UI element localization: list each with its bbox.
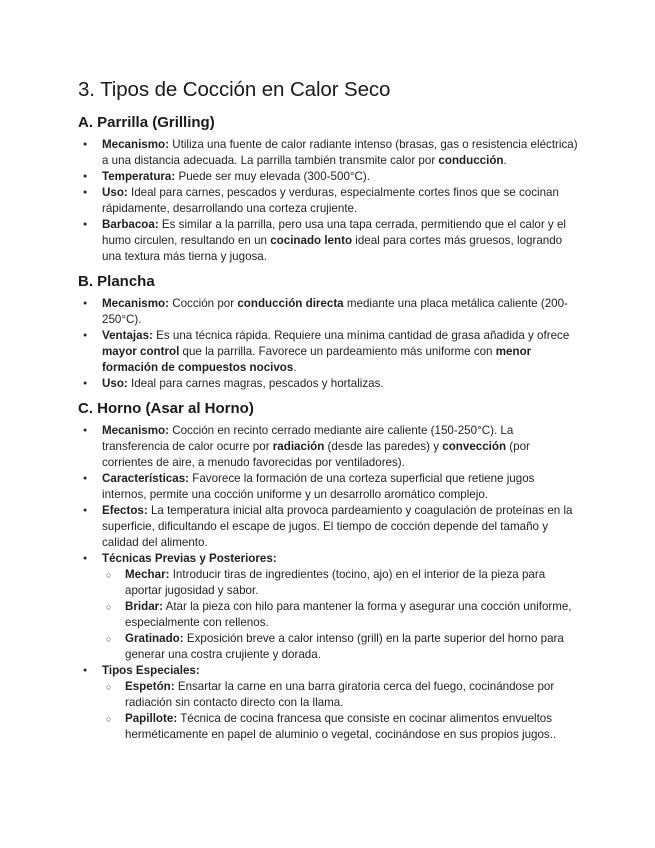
bold-text: Bridar: (125, 600, 164, 613)
bold-text: Gratinado: (125, 632, 184, 645)
bold-text: Temperatura: (102, 170, 176, 183)
text-run: Cocción en recinto cerrado mediante aire caliente (150-250°C). La transferencia de calor ocurre por (102, 424, 514, 453)
bold-text: Mecanismo: (102, 297, 170, 310)
sub-list (102, 567, 579, 663)
list-item (102, 296, 579, 328)
sub-list-item (125, 711, 579, 743)
bold-text: Uso: (102, 186, 128, 199)
bold-text: Características: (102, 472, 190, 485)
list-item (102, 423, 579, 471)
bold-text: Uso: (102, 377, 128, 390)
text-run: mediante una placa metálica caliente (200-250°C). (102, 297, 568, 326)
sub-list-item (125, 567, 579, 599)
text-run: . (503, 154, 507, 167)
list-item (102, 169, 579, 185)
bold-text: Técnicas Previas y Posteriores: (102, 552, 277, 565)
list-item (102, 663, 579, 743)
list-item (102, 137, 579, 169)
list-item (102, 328, 579, 376)
bold-text: Ventajas: (102, 329, 153, 342)
bold-text: Mecanismo: (102, 424, 170, 437)
bold-text: Papillote: (125, 712, 178, 725)
bold-text: conducción (438, 154, 504, 167)
bold-text: Barbacoa: (102, 218, 159, 231)
document-body (78, 114, 579, 743)
text-run: Es una técnica rápida. Requiere una mínima cantidad de grasa añadida y ofrece (152, 329, 570, 342)
list-item (102, 376, 579, 392)
section-heading: B. Plancha (78, 273, 155, 290)
bold-text: menor formación de compuestos nocivos (102, 345, 532, 374)
bold-text: cocinado lento (270, 234, 353, 247)
bold-text: Tipos Especiales: (102, 664, 200, 677)
text-run: . (293, 361, 297, 374)
text-run: Ensartar la carne en una barra giratoria cerca del fuego, cocinándose por radiación sin contacto directo con la llama. (125, 680, 555, 709)
list-item (102, 217, 579, 265)
list-item (102, 471, 579, 503)
bold-text: conducción directa (237, 297, 344, 310)
sub-list (102, 679, 579, 743)
text-run: ideal para cortes más gruesos, logrando una textura más tierna y jugosa. (102, 234, 563, 263)
list-item (102, 185, 579, 217)
list-item (102, 551, 579, 663)
bullet-list (78, 423, 579, 743)
text-run: Favorece la formación de una corteza superficial que retiene jugos internos, permite una cocción uniforme y un desarrollo aromático complejo. (102, 472, 535, 501)
text-run: Atar la pieza con hilo para mantener la forma y asegurar una cocción uniforme, especialmente con rellenos. (125, 600, 572, 629)
bold-text: Mecanismo: (102, 138, 170, 151)
text-run: Cocción por (169, 297, 238, 310)
bullet-list (78, 137, 579, 265)
text-run: que la parrilla. Favorece un pardeamiento más uniforme con (179, 345, 496, 358)
bold-text: Espetón: (125, 680, 175, 693)
bold-text: Efectos: (102, 504, 148, 517)
bold-text: radiación (272, 440, 325, 453)
sub-list-item (125, 599, 579, 631)
text-run: Ideal para carnes, pescados y verduras, especialmente cortes finos que se cocinan rápidamente, desarrollando una corteza crujiente. (102, 186, 559, 215)
section-heading: A. Parrilla (Grilling) (78, 114, 215, 131)
text-run: Puede ser muy elevada (300-500°C). (175, 170, 370, 183)
bold-text: mayor control (102, 345, 180, 358)
section-heading: C. Horno (Asar al Horno) (78, 400, 254, 417)
text-run: Es similar a la parrilla, pero usa una tapa cerrada, permitiendo que el calor y el humo circulen, resultando en un (102, 218, 566, 247)
sub-list-item (125, 679, 579, 711)
text-run: (por corrientes de aire, a menudo favorecidas por ventiladores). (102, 440, 530, 469)
bold-text: convección (442, 440, 507, 453)
text-run: Utiliza una fuente de calor radiante intenso (brasas, gas o resistencia eléctrica) a una distancia adecuada. La parrilla también transmite calor por (102, 138, 578, 167)
page-title: 3. Tipos de Cocción en Calor Seco (78, 78, 391, 101)
text-run: Ideal para carnes magras, pescados y hortalizas. (127, 377, 384, 390)
list-item (102, 503, 579, 551)
bullet-list (78, 296, 579, 392)
bold-text: Mechar: (125, 568, 170, 581)
text-run: (desde las paredes) y (324, 440, 443, 453)
text-run: Introducir tiras de ingredientes (tocino, ajo) en el interior de la pieza para aportar jugosidad y sabor. (125, 568, 546, 597)
text-run: La temperatura inicial alta provoca pardeamiento y coagulación de proteínas en la superficie, dificultando el escape de jugos. El tiempo de cocción depende del tamaño y calidad del alimento. (102, 504, 573, 549)
text-run: Técnica de cocina francesa que consiste en cocinar alimentos envueltos herméticamente en papel de aluminio o vegetal, cocinándose en sus propios jugos.. (125, 712, 557, 741)
sub-list-item (125, 631, 579, 663)
text-run: Exposición breve a calor intenso (grill) en la parte superior del horno para generar una costra crujiente y dorada. (125, 632, 564, 661)
